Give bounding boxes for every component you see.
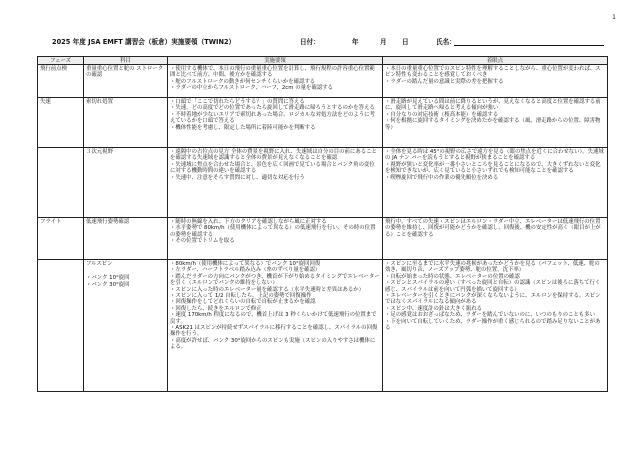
table-body — [38, 65, 608, 392]
point-item: ・下を向いて自転していくため、ラダー操作が重く感じられるので踏み足りないことがある — [385, 318, 601, 331]
procedure-item: ・その位置でトリムを取る — [170, 238, 235, 245]
point-item: ・エレベーターを引くときにバンクが深くならないように、エルロンを保持する。スピンではなくスパイラルになる傾向がある — [385, 292, 601, 306]
point-item: ・自転が始まった時の状態、エレベーターの位置の確認 — [385, 273, 520, 280]
point-item: ・全体を見る時は 45°の視野の広さで遠方を見る（眼の焦点を近くに合わせない）。失速域の JA ナン バーを読もうとすると視野が狭まることを確認する — [385, 148, 604, 162]
subject-text: フルスピン — [86, 260, 113, 267]
table-row — [38, 148, 608, 218]
points-cell — [383, 260, 608, 392]
subject-cell — [84, 260, 168, 392]
procedure-item: ・回復操作をしてどれくらいの自転で自転が止まるかを確認 — [170, 299, 316, 306]
point-item: ・何を根拠に旋回するタイミングを決めたかを確認する（風、滑走路からの位置、障害物等） — [385, 118, 601, 131]
table-row — [38, 98, 608, 148]
subject-text: 索切れ処置 — [86, 98, 113, 105]
subject-subitem: ・バンク 10°旋回 — [86, 275, 130, 282]
procedure-item: ・不時着地が少ないエリアで索切れあった場合、ロジカルな対処方法をどのように考えているかを口頭で答える — [170, 111, 375, 125]
table-header-row — [38, 57, 608, 65]
procedure-item: ・速度 170km/h 程度になるので、機首上げは 3 秒くらいかけて低速飛行の位置まで戻す。 — [170, 312, 377, 325]
name-label: 氏名： — [436, 38, 456, 46]
document-title: 2025 年度 JSA EMFT 講習会（板倉）実施要領（TWIN2） — [52, 38, 236, 46]
point-item: ・本日の重量重心位置でのスピン特性を理解することしながら、重心位置が変われば、スピン特性も変わることを感覚しておくべき — [385, 65, 601, 79]
name-underline — [454, 45, 604, 46]
point-item: 飛行中、すべての失速・スピンはエルロン・ラダー中立、エレベーターは低速飛行の位置の姿勢を維持し、回復が可能かどうかを確認し、回復後、機の安定性が高く（眼目が上がる）ことを確認する — [385, 218, 601, 238]
point-item: ・自分なりの対応技術（桜高本能）を確認する — [385, 111, 499, 118]
phase-cell: 失速 — [38, 98, 84, 148]
procedure-cell — [168, 65, 383, 98]
procedure-item: ・80km/h（使用機体によって異なる）でバンク 10°旋回回復 — [170, 260, 321, 267]
phase-cell: フライト — [38, 218, 84, 260]
page-number: 1 — [612, 14, 616, 21]
procedure-item: ・ASK21 はスピンが持続せずスパイラルに移行することを確認し、スパイラルの回復操作を行う。 — [170, 324, 378, 338]
phase-cell: 飛行前点検 — [38, 65, 84, 98]
procedure-item: ・スピンに入った時のエレベーター量を確認する（水平失速時と差異はあるか） — [170, 286, 365, 293]
subject-cell — [84, 98, 168, 148]
procedure-item: ・失速中、注意をそらす質問に対し、適切な対応を行う — [170, 174, 305, 181]
point-item: ・足の感覚はおおざっぱなため、ラダーを踏んでいないのに、いつのもりのことも多い — [385, 312, 595, 319]
procedure-item: ・ラダーの中立からフルストローク、ハーフ、2cm の量を確認する — [170, 85, 333, 92]
procedure-table — [37, 56, 608, 392]
table-row — [38, 218, 608, 260]
procedure-cell — [168, 98, 383, 148]
phase-cell — [38, 260, 84, 392]
procedure-cell — [168, 148, 383, 218]
procedure-item: ・舵のフルストロークの動きが何センチくらいかを確認する — [170, 78, 316, 85]
procedure-item: ・左ラダー、ハーフトラベル踏み込み（糸のずべり量を確認） — [170, 267, 321, 274]
procedure-item: ・使用する機体で、本日の飛行の重量重心位置を計算し、飛行規程の許容重心位置範囲と比べて前方、中間、後方かを確認する — [170, 65, 375, 79]
subject-cell — [84, 218, 168, 260]
procedure-item: ・回復したら、続きをエルロンで修正 — [170, 305, 262, 312]
phase-cell — [38, 148, 84, 218]
subject-text: 低速飛行姿勢確認 — [86, 218, 130, 225]
procedure-item: ・口頭で「ここで切れたらどうする？」の質問に答える — [170, 98, 305, 105]
table-row — [38, 65, 608, 98]
procedure-item: ・失速、どの高度でどの位置であったら旋回して滑走路に帰ろうとするのかを答える — [170, 105, 375, 112]
subject-text: 重量重心位置と舵の ストロークの確認 — [86, 65, 164, 79]
document-header — [52, 36, 612, 48]
point-item: ・スピンに至るまでに水平失速の兆候があったかどうかを見る（バフェット、低速、舵の効き、風切り音、ノーズアップ姿勢、舵の位置、沈下率） — [385, 260, 600, 274]
subject-cell — [84, 148, 168, 218]
procedure-cell — [168, 218, 383, 260]
year-label: 年 — [352, 38, 359, 46]
header-phase: フェーズ — [38, 57, 84, 65]
point-item: ・スピン中、速度計の針は大きく振れる — [385, 305, 483, 312]
date-label: 日付： — [300, 38, 320, 46]
points-cell — [383, 148, 608, 218]
subject-text: ３次元視野 — [86, 148, 113, 155]
header-subject: 科目 — [84, 57, 168, 65]
procedure-item: ・遠隔中の占位点の見方 全体の費景を視野に入れ、失速域は自分の目の前にあることを確認する失速域を認識すると全体の費景が見えなくなることを確認 — [170, 148, 377, 162]
subject-cell — [84, 65, 168, 98]
procedure-item: ・随時の無線を入れ、下方のクリアを確認しながら風に正対する — [170, 218, 327, 225]
table-row — [38, 260, 608, 392]
header-points: 着眼点 — [383, 57, 608, 65]
procedure-cell — [168, 260, 383, 392]
header-procedure: 実施要領 — [168, 57, 383, 65]
point-item: ・喫煙旋回で飛行中の作業の優先順位を決める — [385, 174, 499, 181]
point-item: ・滑走路が見えている間は前に降りるというが、見えなくなると高度と位置を確認する前に、旋回して滑走路へ帰ると考える傾向が強い — [385, 98, 601, 112]
procedure-item: ・機体性能を考慮し、限定した場所に着陸可能かを判断する — [170, 124, 316, 131]
points-cell — [383, 98, 608, 148]
month-label: 月 — [380, 38, 387, 46]
procedure-item: ・スピンに入って 1/2 自転したら、上記の姿勢で回復操作 — [170, 292, 312, 299]
point-item: ・スピンとスパイラルの違い（すべった旋回と自転）の認識（スピンは後ろに落ちて行く感じ、スパイラルは前を向いて円弧を描いて旋回する） — [385, 280, 601, 293]
procedure-item: ・高度が許せば、バンク 30°旋回からのスピンも実施（スピンの入りやすさは機体による。 — [170, 337, 376, 351]
procedure-item: ・踏んだラダーの方向にバンクがつき、機首が下がり始めるタイミングでエレベーターを引く（エルロンでバンクの維持をしない） — [170, 273, 380, 287]
points-cell — [383, 218, 608, 260]
procedure-item: ・失速域に焦点を合わせた場合と、景色を広く回画で見ている場合とバンク角の変位に対する機動時間の違いを確認する — [170, 161, 375, 175]
subject-subitem: ・バンク 30°旋回 — [86, 281, 130, 288]
procedure-item: ・水平姿勢で 80km/h（使用機体によって異なる）の低速飛行を行い、その時の位置の姿勢を確認する — [170, 225, 376, 238]
point-item: ・視野が狭いと変化率が一番小さいところを見ることになるので、大きくずれないと変化を検知できないが、広く見ていると小さいずれでも検知可能なことを確認する — [385, 161, 601, 175]
point-item: ・ラダーの踏んだ量の意識と実際の差を把握する — [385, 78, 504, 85]
day-label: 日 — [402, 38, 409, 46]
points-cell — [383, 65, 608, 98]
